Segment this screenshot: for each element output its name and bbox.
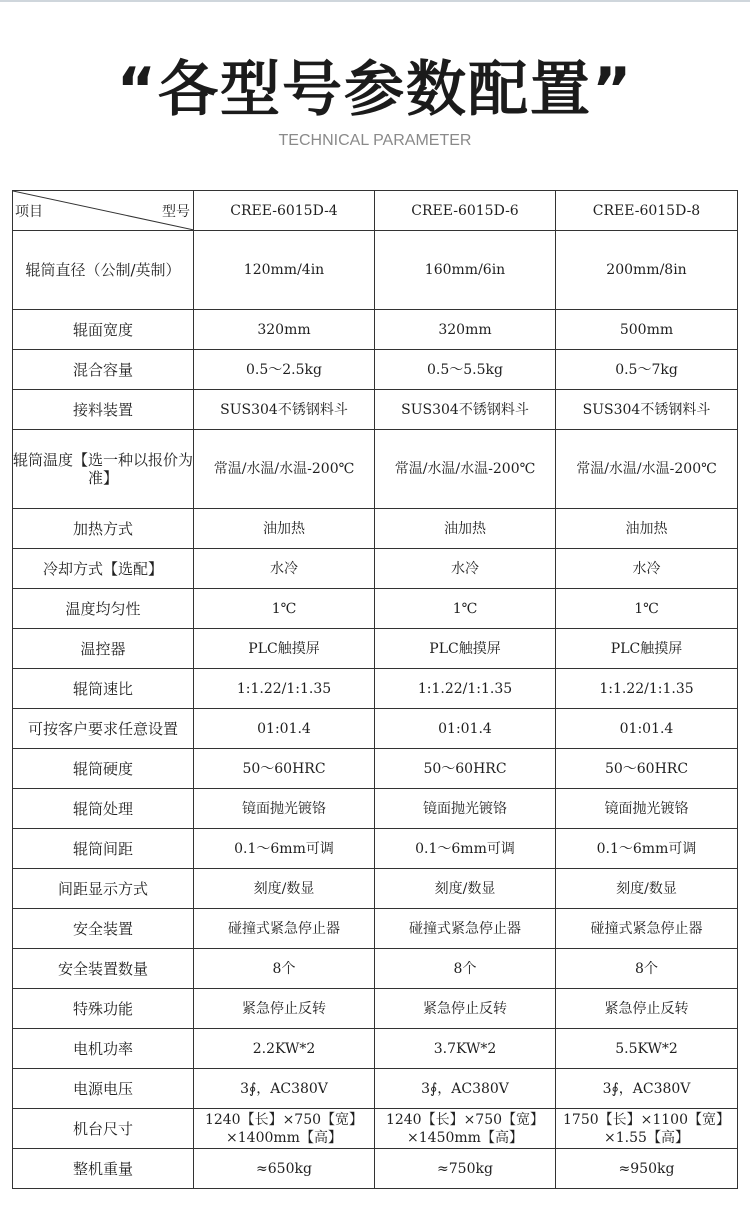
row-value: 油加热 [375, 509, 556, 549]
row-value: 1240【长】×750【宽】×1400mm【高】 [194, 1109, 375, 1149]
row-value: 0.5～2.5kg [194, 350, 375, 390]
row-label: 安全装置数量 [13, 949, 194, 989]
row-value: PLC触摸屏 [375, 629, 556, 669]
top-divider [0, 0, 750, 2]
row-label: 机台尺寸 [13, 1109, 194, 1149]
row-value: ≈650kg [194, 1149, 375, 1189]
row-value: 1℃ [375, 589, 556, 629]
row-value: 0.1～6mm可调 [375, 829, 556, 869]
row-value: 常温/水温/水温-200℃ [194, 430, 375, 509]
row-value: ≈950kg [556, 1149, 738, 1189]
table-row [13, 430, 738, 509]
row-value: 8个 [194, 949, 375, 989]
row-value: 320mm [194, 310, 375, 350]
row-value: 50～60HRC [194, 749, 375, 789]
row-value: 0.1～6mm可调 [556, 829, 738, 869]
row-value: 2.2KW*2 [194, 1029, 375, 1069]
row-value: 0.5～5.5kg [375, 350, 556, 390]
row-value: 1240【长】×750【宽】×1450mm【高】 [375, 1109, 556, 1149]
table-row [13, 1109, 738, 1149]
row-value: 0.5～7kg [556, 350, 738, 390]
row-value: 水冷 [556, 549, 738, 589]
table-row [13, 909, 738, 949]
row-value: 碰撞式紧急停止器 [556, 909, 738, 949]
table-row [13, 1149, 738, 1189]
row-label: 辊面宽度 [13, 310, 194, 350]
row-label: 辊筒速比 [13, 669, 194, 709]
row-value: 160mm/6in [375, 231, 556, 310]
table-row [13, 989, 738, 1029]
table-row [13, 669, 738, 709]
row-value: SUS304不锈钢料斗 [194, 390, 375, 430]
row-value: 3∮，AC380V [556, 1069, 738, 1109]
row-value: 刻度/数显 [375, 869, 556, 909]
row-value: 刻度/数显 [194, 869, 375, 909]
row-label: 电机功率 [13, 1029, 194, 1069]
row-label: 温控器 [13, 629, 194, 669]
row-label: 混合容量 [13, 350, 194, 390]
row-value: 1℃ [194, 589, 375, 629]
parameter-table [12, 190, 738, 1189]
row-label: 温度均匀性 [13, 589, 194, 629]
table-row [13, 749, 738, 789]
model-header: CREE-6015D-6 [375, 191, 556, 231]
row-value: 镜面抛光镀铬 [556, 789, 738, 829]
row-value: 常温/水温/水温-200℃ [556, 430, 738, 509]
table-row [13, 390, 738, 430]
table-row [13, 549, 738, 589]
row-value: 1℃ [556, 589, 738, 629]
row-label: 加热方式 [13, 509, 194, 549]
table-row [13, 350, 738, 390]
row-value: 紧急停止反转 [375, 989, 556, 1029]
table-row [13, 869, 738, 909]
row-value: 水冷 [194, 549, 375, 589]
table-header-row [13, 191, 738, 231]
row-value: 油加热 [556, 509, 738, 549]
row-label: 可按客户要求任意设置 [13, 709, 194, 749]
row-label: 辊筒温度【选一种以报价为准】 [13, 430, 194, 509]
row-label: 安全装置 [13, 909, 194, 949]
table-row [13, 709, 738, 749]
row-label: 辊筒间距 [13, 829, 194, 869]
row-value: 120mm/4in [194, 231, 375, 310]
table-row [13, 789, 738, 829]
row-value: 1750【长】×1100【宽】×1.55【高】 [556, 1109, 738, 1149]
row-value: 0.1～6mm可调 [194, 829, 375, 869]
table-row [13, 310, 738, 350]
row-value: 1:1.22/1:1.35 [556, 669, 738, 709]
row-value: 5.5KW*2 [556, 1029, 738, 1069]
table-row [13, 829, 738, 869]
row-value: 镜面抛光镀铬 [375, 789, 556, 829]
model-header: CREE-6015D-8 [556, 191, 738, 231]
row-value: SUS304不锈钢料斗 [556, 390, 738, 430]
row-value: 紧急停止反转 [194, 989, 375, 1029]
row-label: 整机重量 [13, 1149, 194, 1189]
row-value: 水冷 [375, 549, 556, 589]
table-row [13, 949, 738, 989]
row-value: 50～60HRC [556, 749, 738, 789]
page-subtitle: TECHNICAL PARAMETER [278, 132, 472, 149]
row-label: 电源电压 [13, 1069, 194, 1109]
row-value: 01:01.4 [375, 709, 556, 749]
row-value: ≈750kg [375, 1149, 556, 1189]
corner-item-label: 项目 [15, 204, 43, 220]
row-value: 8个 [375, 949, 556, 989]
row-value: SUS304不锈钢料斗 [375, 390, 556, 430]
table-row [13, 629, 738, 669]
row-value: 3∮，AC380V [194, 1069, 375, 1109]
corner-cell [13, 191, 194, 231]
table-row [13, 231, 738, 310]
row-value: 01:01.4 [556, 709, 738, 749]
row-value: 3.7KW*2 [375, 1029, 556, 1069]
row-label: 间距显示方式 [13, 869, 194, 909]
table-row [13, 509, 738, 549]
model-header: CREE-6015D-4 [194, 191, 375, 231]
row-value: PLC触摸屏 [556, 629, 738, 669]
row-label: 辊筒硬度 [13, 749, 194, 789]
row-value: 镜面抛光镀铬 [194, 789, 375, 829]
row-value: 8个 [556, 949, 738, 989]
row-value: 1:1.22/1:1.35 [375, 669, 556, 709]
row-label: 冷却方式【选配】 [13, 549, 194, 589]
row-value: 200mm/8in [556, 231, 738, 310]
row-label: 特殊功能 [13, 989, 194, 1029]
row-label: 辊筒处理 [13, 789, 194, 829]
row-value: 320mm [375, 310, 556, 350]
row-value: 碰撞式紧急停止器 [375, 909, 556, 949]
row-value: 紧急停止反转 [556, 989, 738, 1029]
row-value: 油加热 [194, 509, 375, 549]
row-value: 01:01.4 [194, 709, 375, 749]
row-label: 接料装置 [13, 390, 194, 430]
row-value: 1:1.22/1:1.35 [194, 669, 375, 709]
row-value: PLC触摸屏 [194, 629, 375, 669]
corner-model-label: 型号 [162, 204, 190, 220]
table-row [13, 1069, 738, 1109]
row-value: 常温/水温/水温-200℃ [375, 430, 556, 509]
row-value: 刻度/数显 [556, 869, 738, 909]
row-label: 辊筒直径（公制/英制） [13, 231, 194, 310]
row-value: 50～60HRC [375, 749, 556, 789]
table-row [13, 589, 738, 629]
row-value: 3∮，AC380V [375, 1069, 556, 1109]
page-title: “各型号参数配置” [116, 55, 634, 125]
row-value: 500mm [556, 310, 738, 350]
table-row [13, 1029, 738, 1069]
row-value: 碰撞式紧急停止器 [194, 909, 375, 949]
